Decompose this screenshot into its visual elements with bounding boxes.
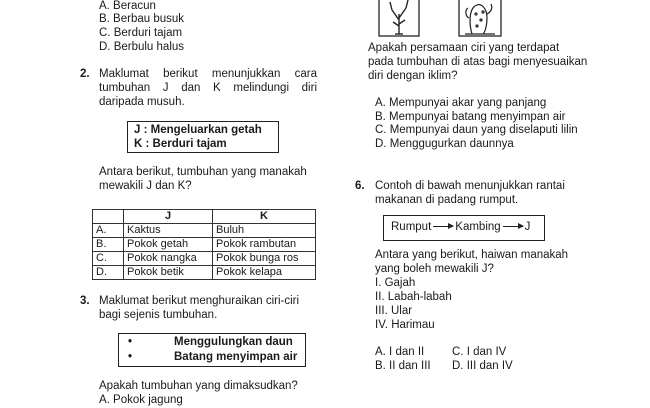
table-cell: Pokok rambutan <box>213 238 316 252</box>
q6-number: 6. <box>355 180 365 192</box>
q3-option-a: A. Pokok jagung <box>99 394 183 406</box>
q2-line-3: daripada musuh. <box>99 96 185 108</box>
q6-option-b: B. II dan III <box>375 360 431 372</box>
q2-box-j: J : Mengeluarkan getah <box>134 124 262 136</box>
q1-option-a: A. Beracun <box>99 0 156 12</box>
q6-line-2: makanan di padang rumput. <box>375 194 519 206</box>
q5-line-2: pada tumbuhan di atas bagi menyesuaikan <box>368 56 588 68</box>
table-cell: A. <box>93 224 124 238</box>
table-cell: C. <box>93 252 124 266</box>
q3-line-2: bagi sejenis tumbuhan. <box>99 309 218 321</box>
bullet-icon: • <box>128 351 133 363</box>
bullet-icon: • <box>128 336 133 348</box>
table-cell: Pokok kelapa <box>213 266 316 280</box>
q1-option-d: D. Berbulu halus <box>99 41 185 53</box>
q6-item-4: IV. Harimau <box>375 319 435 331</box>
table-cell: B. <box>93 238 124 252</box>
q6-item-1: I. Gajah <box>375 277 416 289</box>
q5-option-b: B. Mempunyai batang menyimpan air <box>375 111 566 123</box>
q6-option-d: D. III dan IV <box>452 360 513 372</box>
arrow-right-icon <box>433 226 453 227</box>
chain-item-j: J <box>524 221 531 233</box>
q2-question-2: mewakili J dan K? <box>99 180 192 192</box>
q6-item-3: III. Ular <box>375 305 413 317</box>
table-header-cell: J <box>124 210 213 224</box>
table-cell: Pokok bunga ros <box>213 252 316 266</box>
q6-question-2: yang boleh mewakili J? <box>375 263 494 275</box>
q3-box-item-1: Menggulungkan daun <box>174 336 293 348</box>
q6-option-c: C. I dan IV <box>452 346 507 358</box>
dry-tree-icon <box>390 0 408 34</box>
plant-pictures <box>377 0 507 40</box>
table-cell: Pokok nangka <box>124 252 213 266</box>
chain-item-kambing: Kambing <box>455 221 501 233</box>
q2-table <box>92 209 316 280</box>
q1-option-b: B. Berbau busuk <box>99 13 185 25</box>
q3-question: Apakah tumbuhan yang dimaksudkan? <box>99 380 298 392</box>
table-cell: Pokok getah <box>124 238 213 252</box>
table-cell: Kaktus <box>124 224 213 238</box>
table-row <box>93 252 316 266</box>
table-header-cell: K <box>213 210 316 224</box>
q5-option-c: C. Mempunyai daun yang diselaputi lilin <box>375 124 578 136</box>
table-header-row <box>93 210 316 224</box>
table-row <box>93 266 316 280</box>
table-row <box>93 224 316 238</box>
q6-item-2: II. Labah-labah <box>375 291 452 303</box>
arrow-right-icon <box>503 226 523 227</box>
q6-option-a: A. I dan II <box>375 346 425 358</box>
table-row <box>93 238 316 252</box>
q3-line-1: Maklumat berikut menghuraikan ciri-ciri <box>99 295 300 307</box>
q5-line-1: Apakah persamaan ciri yang terdapat <box>368 42 560 54</box>
q6-question-1: Antara yang berikut, haiwan manakah <box>375 249 569 261</box>
q2-number: 2. <box>80 68 90 80</box>
q5-line-3: diri dengan iklim? <box>368 70 458 82</box>
q1-option-c: C. Berduri tajam <box>99 27 183 39</box>
q2-line-1: Maklumat berikut menunjukkan cara <box>99 68 317 80</box>
q2-question-1: Antara berikut, tumbuhan yang manakah <box>99 166 307 178</box>
q3-number: 3. <box>80 295 90 307</box>
q5-option-a: A. Mempunyai akar yang panjang <box>375 97 547 109</box>
food-chain <box>391 221 530 235</box>
chain-item-rumput: Rumput <box>391 221 432 233</box>
table-cell: D. <box>93 266 124 280</box>
table-cell: Pokok betik <box>124 266 213 280</box>
cactus-icon <box>465 4 495 34</box>
q2-line-2: tumbuhan J dan K melindungi diri <box>99 82 317 94</box>
q5-option-d: D. Menggugurkan daunnya <box>375 138 514 150</box>
table-header-cell <box>93 210 124 224</box>
q3-box-item-2: Batang menyimpan air <box>174 351 298 363</box>
q6-line-1: Contoh di bawah menunjukkan rantai <box>375 180 565 192</box>
table-cell: Buluh <box>213 224 316 238</box>
q2-box-k: K : Berduri tajam <box>134 138 227 150</box>
